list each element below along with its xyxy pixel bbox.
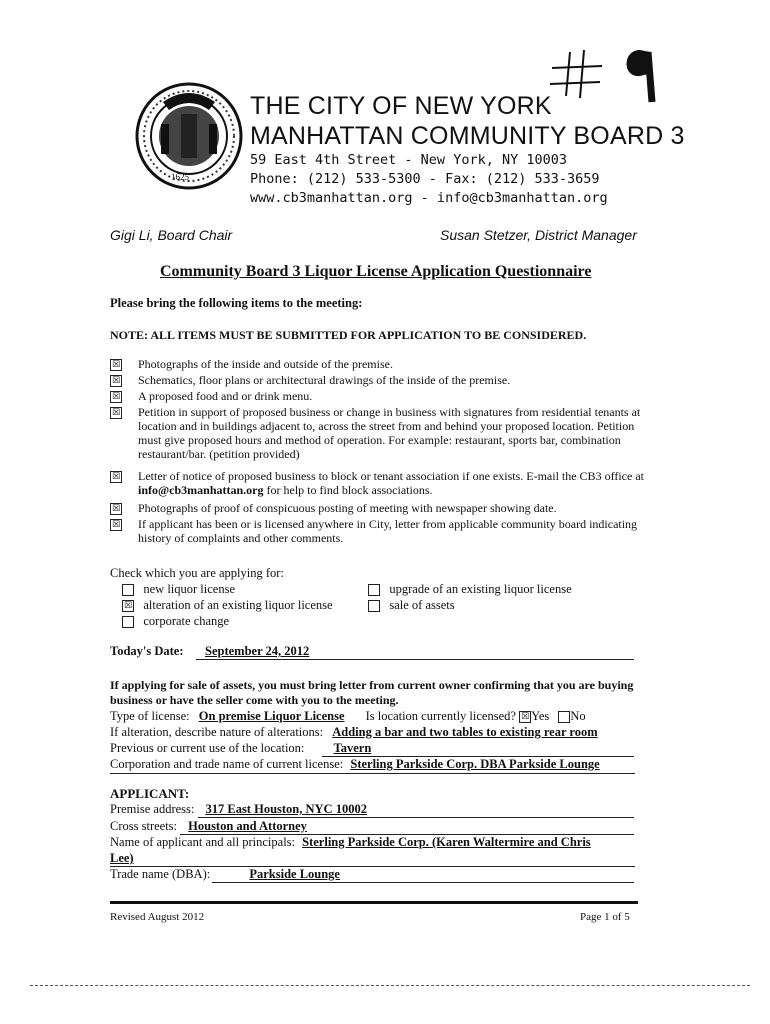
- alteration-row: If alteration, describe nature of alterations: Adding a bar and two tables to existing rear room: [110, 725, 598, 739]
- applicant-heading: APPLICANT:: [110, 786, 190, 801]
- header-address: 59 East 4th Street - New York, NY 10003: [250, 152, 567, 168]
- header-phone: Phone: (212) 533-5300 - Fax: (212) 533-3659: [250, 171, 600, 187]
- license-type-row: Type of license: On premise Liquor License Is location currently licensed? ☒ Yes No: [110, 709, 586, 723]
- trade-name-underline: [212, 882, 634, 883]
- option-new-license: new liquor license: [122, 582, 235, 597]
- district-manager: Susan Stetzer, District Manager: [440, 227, 637, 243]
- page-number: Page 1 of 5: [580, 911, 630, 923]
- checkbox[interactable]: ☒: [111, 360, 121, 370]
- applying-intro: Check which you are applying for:: [110, 566, 284, 580]
- checkbox[interactable]: [122, 616, 134, 628]
- footer-rule: [110, 901, 638, 904]
- corporation-value[interactable]: Sterling Parkside Corp. DBA Parkside Lounge: [350, 757, 600, 771]
- note: NOTE: ALL ITEMS MUST BE SUBMITTED FOR APPLICATION TO BE CONSIDERED.: [110, 328, 587, 342]
- corporation-row: Corporation and trade name of current license: Sterling Parkside Corp. DBA Parkside Lounge: [110, 757, 600, 771]
- applicant-name-cont[interactable]: Lee): [110, 851, 134, 865]
- checkbox[interactable]: [122, 584, 134, 596]
- please-bring: Please bring the following items to the meeting:: [110, 296, 363, 310]
- option-sale-of-assets: sale of assets: [368, 598, 455, 613]
- checklist-text: Photographs of proof of conspicuous posting of meeting with newspaper showing date.: [138, 501, 557, 515]
- checkbox[interactable]: ☒: [111, 408, 121, 418]
- checkbox[interactable]: ☒: [111, 472, 121, 482]
- revised-date: Revised August 2012: [110, 911, 205, 923]
- trade-name-row: Trade name (DBA): Parkside Lounge: [110, 867, 340, 881]
- option-corporate-change: corporate change: [122, 614, 229, 629]
- checklist-text: Photographs of the inside and outside of the premise.: [138, 357, 393, 371]
- today-date-label: Today's Date:: [110, 644, 184, 658]
- premise-underline: [198, 817, 634, 818]
- previous-use-value[interactable]: Tavern: [333, 741, 372, 755]
- previous-use-row: Previous or current use of the location: Tavern: [110, 741, 372, 755]
- header-city: THE CITY OF NEW YORK: [250, 92, 552, 120]
- date-underline: [196, 659, 634, 660]
- trade-name-value[interactable]: Parkside Lounge: [249, 867, 340, 881]
- checkbox[interactable]: ☒: [111, 504, 121, 514]
- corporation-underline: [110, 773, 635, 774]
- alteration-value[interactable]: Adding a bar and two tables to existing rear room: [332, 725, 598, 739]
- checkbox[interactable]: [368, 584, 380, 596]
- board-chair: Gigi Li, Board Chair: [110, 227, 233, 243]
- checkbox[interactable]: ☒: [111, 520, 121, 530]
- premise-row: Premise address: 317 East Houston, NYC 10002: [110, 802, 367, 816]
- checklist-text: Petition in support of proposed business or change in business with signatures from residential tenants at location and in buildings adjacent to, across the street from and behind your proposed location. Petition must give proposed hours and method of operation. For example: restaurant, sports bar, combination restaurant/bar. (petition provided): [138, 405, 641, 461]
- header-board: MANHATTAN COMMUNITY BOARD 3: [250, 122, 685, 150]
- premise-value[interactable]: 317 East Houston, NYC 10002: [205, 802, 367, 816]
- checklist-text: A proposed food and or drink menu.: [138, 389, 313, 403]
- license-type-value[interactable]: On premise Liquor License: [198, 709, 345, 723]
- today-date-value[interactable]: September 24, 2012: [205, 644, 310, 658]
- no-checkbox[interactable]: [558, 711, 570, 723]
- checkbox[interactable]: ☒: [111, 392, 121, 402]
- checkbox[interactable]: [368, 600, 380, 612]
- checklist-text: If applicant has been or is licensed anywhere in City, letter from applicable community board indicating history of complaints and other comments.: [138, 517, 638, 545]
- email-link[interactable]: info@cb3manhattan.org: [138, 483, 264, 497]
- option-alteration: ☒ alteration of an existing liquor license: [123, 598, 333, 612]
- header-web: www.cb3manhattan.org - info@cb3manhattan.org: [250, 190, 608, 206]
- sale-note: If applying for sale of assets, you must bring letter from current owner confirming that you are buying business or have the seller come with you to the meeting.: [110, 678, 634, 707]
- checklist-text: Schematics, floor plans or architectural drawings of the inside of the premise.: [138, 373, 511, 387]
- checkbox[interactable]: ☒: [111, 376, 121, 386]
- yes-checkbox[interactable]: ☒: [521, 712, 530, 723]
- checkbox[interactable]: ☒: [123, 601, 133, 612]
- nyc-seal-logo: [133, 80, 245, 192]
- svg-text:1625: 1625: [171, 172, 189, 182]
- document-title: Community Board 3 Liquor License Application Questionnaire: [160, 263, 592, 280]
- applicant-name-value[interactable]: Sterling Parkside Corp. (Karen Waltermire and Chris: [302, 835, 591, 849]
- applicant-name-row: Name of applicant and all principals: Sterling Parkside Corp. (Karen Waltermire and Chris: [110, 835, 591, 849]
- cross-streets-row: Cross streets: Houston and Attorney: [110, 819, 307, 833]
- option-upgrade-license: upgrade of an existing liquor license: [368, 582, 572, 597]
- checklist-text: Letter of notice of proposed business to block or tenant association if one exists. E-mail the CB3 office at info@cb3manhattan.org for help to find block associations.: [138, 469, 644, 497]
- cross-streets-value[interactable]: Houston and Attorney: [188, 819, 307, 833]
- scan-artifact-line: [30, 985, 750, 987]
